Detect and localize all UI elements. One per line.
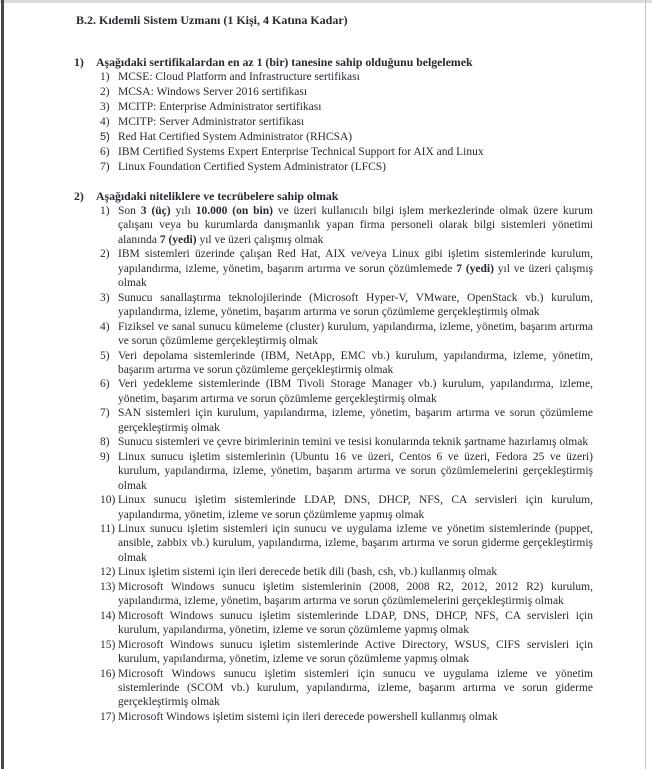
list-item xyxy=(100,85,593,100)
emphasized-text: 7 (yedi) xyxy=(456,262,494,275)
list-item-text xyxy=(118,85,593,100)
list-item-text xyxy=(118,667,593,710)
list-item-number: 9) xyxy=(100,450,110,463)
list-item-number: 11) xyxy=(100,522,115,535)
scan-edge-right xyxy=(645,0,646,769)
section-number: 2) xyxy=(74,189,84,203)
text-segment: Veri depolama sistemlerinde (IBM, NetApp, EMC vb.) kurulum, yapılandırma, izleme, yönetim, başarım artırma ve sorun çözümleme gerçekleştirmiş olmak xyxy=(118,349,593,376)
list-item-text xyxy=(118,406,593,435)
list-item xyxy=(100,349,593,378)
text-segment: yıl ve üzeri çalışmış olmak xyxy=(196,233,324,246)
list-item-text xyxy=(118,320,593,349)
list-item-number: 14) xyxy=(100,609,116,622)
list-item-number: 16) xyxy=(100,667,116,680)
text-segment: Veri yedekleme sistemlerinde (IBM Tivoli Storage Manager vb.) kurulum, yapılandırma, izleme, yönetim, başarım artırma ve sorun çözümleme gerçekleştirmiş olmak xyxy=(118,378,593,405)
list-item xyxy=(100,115,593,130)
list-item xyxy=(100,667,593,710)
text-segment: IBM sistemleri üzerinde çalışan Red Hat, AIX ve/veya Linux gibi işletim sistemlerinde kurulum, yapılandırma, izleme, yönetim, başarım artırma ve sorun çözümlemede xyxy=(118,248,593,275)
list-item-number: 2) xyxy=(100,248,110,261)
list-item-number: 4) xyxy=(100,320,110,333)
list-item-text xyxy=(118,70,593,85)
text-segment: Linux sunucu işletim sistemleri için sunucu ve uygulama izleme ve yönetim sistemlerinde (puppet, ansible, zabbix vb.) kurulum, yapılandırma, izleme, başarım artırma ve sorun giderme gerçekleştirmiş olmak xyxy=(118,522,593,564)
list-item xyxy=(100,609,593,638)
page-title: B.2. Kıdemli Sistem Uzmanı (1 Kişi, 4 Katına Kadar) xyxy=(76,13,348,27)
list-item-text xyxy=(118,580,593,609)
list-item-number: 17) xyxy=(100,710,116,723)
list-item xyxy=(100,522,593,565)
text-segment: Fiziksel ve sanal sunucu kümeleme (cluster) kurulum, yapılandırma, izleme, yönetim, başarım artırma ve sorun çözümleme gerçekleştirmiş olmak xyxy=(118,320,593,348)
text-segment: SAN sistemleri için kurulum, yapılandırma, izleme, yönetim, başarım artırma ve sorun çözümleme gerçekleştirmiş olmak xyxy=(118,407,593,434)
list-item-text xyxy=(118,565,593,579)
list-item xyxy=(100,247,593,290)
text-segment: Linux sunucu işletim sistemlerinde LDAP, DNS, DHCP, NFS, CA servisleri için kurulum, yapılandırma, yönetim, izleme ve sorun çözümleme yapmış olmak xyxy=(118,494,593,521)
list-item xyxy=(100,100,593,115)
section-header xyxy=(74,55,593,70)
list-item xyxy=(100,565,593,579)
text-segment: Red Hat Certified System Administrator (RHCSA) xyxy=(118,131,353,143)
certification-list xyxy=(100,70,593,175)
text-segment: Microsoft Windows sunucu işletim sistemlerinde LDAP, DNS, DHCP, NFS, CA servisleri için kurulum, yapılandırma, yönetim, izleme ve sorun çözümleme yapmış olmak xyxy=(118,609,593,637)
text-segment: ve üzeri kullanıcılı bilgi işlem merkezlerinde olmak üzere kurum çalışanı veya bu kurumlarda danışmanlık yapan firma personeli olarak bilgi sistemleri yönetimi alanında xyxy=(118,205,593,246)
list-item xyxy=(100,406,593,435)
document-content xyxy=(74,13,593,724)
text-segment: Sunucu sistemleri ve çevre birimlerinin temini ve tesisi konularında teknik şartname hazırlamış olmak xyxy=(118,436,589,449)
text-segment: Microsoft Windows sunucu işletim sistemlerinin (2008, 2008 R2, 2012, 2012 R2) kurulum, yapılandırma, izleme, yönetim, başarım artırma ve sorun çözümlemelerini gerçekleştirmiş olmak xyxy=(118,580,593,608)
text-segment: Sunucu sanallaştırma teknolojilerinde (Microsoft Hyper-V, VMware, OpenStack vb.) kurulum, yapılandırma, izleme, yönetim, başarım artırma ve sorun çözümleme gerçekleştirmiş olmak xyxy=(118,291,593,319)
list-item-text xyxy=(118,435,593,449)
scan-edge-top xyxy=(0,0,652,3)
list-item-text xyxy=(118,291,593,320)
list-item xyxy=(100,320,593,349)
list-item xyxy=(100,145,593,160)
list-item-text xyxy=(118,377,593,406)
section-certifications xyxy=(74,55,593,175)
list-item-text xyxy=(118,247,593,290)
list-item-text xyxy=(118,710,593,724)
list-item-number: 7) xyxy=(100,407,110,420)
list-item-number: 4) xyxy=(100,116,110,128)
list-item-text xyxy=(118,609,593,638)
list-item-text xyxy=(118,204,593,247)
list-item-text xyxy=(118,115,593,130)
list-item xyxy=(100,435,593,449)
text-segment: Linux sunucu işletim sistemlerinin (Ubuntu 16 ve üzeri, Centos 6 ve üzeri, Fedora 25 ve üzeri) kurulum, yapılandırma, izleme, yönetim, başarım artırma ve sorun çözümlemelerini gerçekleştirmiş olmak xyxy=(118,450,593,492)
section-heading: Aşağıdaki sertifikalardan en az 1 (bir) tanesine sahip olduğunu belgelemek xyxy=(96,55,473,69)
list-item xyxy=(100,291,593,320)
scan-edge-left xyxy=(1,0,4,769)
text-segment: Linux Foundation Certified System Administrator (LFCS) xyxy=(118,161,387,173)
text-segment: Son xyxy=(118,205,141,217)
list-item-text xyxy=(118,522,593,565)
list-item-number: 10) xyxy=(100,494,116,507)
emphasized-text: 7 (yedi) xyxy=(159,233,197,246)
section-qualifications xyxy=(74,189,593,724)
qualification-list xyxy=(100,204,593,724)
list-item xyxy=(100,638,593,667)
emphasized-text: 10.000 (on bin) xyxy=(195,205,273,217)
emphasized-text: 3 (üç) xyxy=(140,205,171,217)
list-item-number: 8) xyxy=(100,436,110,449)
list-item-text xyxy=(118,349,593,378)
list-item xyxy=(100,377,593,406)
text-segment: MCITP: Server Administrator sertifikası xyxy=(118,116,305,128)
text-segment: IBM Certified Systems Expert Enterprise Technical Support for AIX and Linux xyxy=(118,146,484,158)
text-segment: Microsoft Windows sunucu işletim sistemlerinde Active Directory, WSUS, CIFS servisleri için kurulum, yapılandırma, yönetim, izleme ve sorun çözümleme yapmış olmak xyxy=(118,638,593,666)
list-item-number: 13) xyxy=(100,580,116,593)
text-segment: MCITP: Enterprise Administrator sertifikası xyxy=(118,101,322,113)
text-segment: yıl ve üzeri çalışmış olmak xyxy=(118,262,593,290)
list-item-number: 12) xyxy=(100,566,116,579)
list-item-number: 15) xyxy=(100,638,116,651)
list-item xyxy=(100,70,593,85)
list-item xyxy=(100,580,593,609)
list-item-text xyxy=(118,100,593,115)
list-item-text xyxy=(118,160,593,175)
text-segment: Microsoft Windows işletim sistemi için ileri derecede powershell kullanmış olmak xyxy=(118,710,498,723)
list-item-text xyxy=(118,493,593,522)
text-segment: MCSA: Windows Server 2016 sertifikası xyxy=(118,86,308,98)
list-item-text xyxy=(118,450,593,493)
text-segment: Linux işletim sistemi için ileri derecede betik dili (bash, csh, vb.) kullanmış olmak xyxy=(118,566,498,579)
list-item-number: 6) xyxy=(100,146,110,158)
list-item-number: 1) xyxy=(100,71,110,83)
list-item-number: 6) xyxy=(100,378,110,391)
list-item-number: 2) xyxy=(100,86,110,98)
list-item xyxy=(100,130,593,145)
list-item xyxy=(100,450,593,493)
list-item xyxy=(100,710,593,724)
list-item-number: 3) xyxy=(100,101,110,113)
list-item xyxy=(100,160,593,175)
list-item-text xyxy=(118,638,593,667)
section-header xyxy=(74,189,593,204)
list-item-text xyxy=(118,130,593,145)
section-heading: Aşağıdaki niteliklere ve tecrübelere sahip olmak xyxy=(96,189,339,203)
list-item-number: 7) xyxy=(100,161,110,173)
text-segment: Microsoft Windows sunucu işletim sistemleri için sunucu ve uygulama izleme ve yönetim sistemlerinde (SCOM vb.) kurulum, yapılandırma, izleme, başarım artırma ve sorun giderme gerçekleştirmiş olmak xyxy=(118,667,593,709)
list-item-number: 3) xyxy=(100,291,110,304)
list-item-number: 1) xyxy=(100,205,110,217)
text-segment: yılı xyxy=(170,205,196,217)
list-item xyxy=(100,493,593,522)
list-item-number: 5) xyxy=(100,131,110,143)
text-segment: MCSE: Cloud Platform and Infrastructure sertifikası xyxy=(118,71,360,83)
list-item xyxy=(100,204,593,247)
list-item-text xyxy=(118,145,593,160)
section-number: 1) xyxy=(74,55,84,69)
list-item-number: 5) xyxy=(100,349,110,362)
